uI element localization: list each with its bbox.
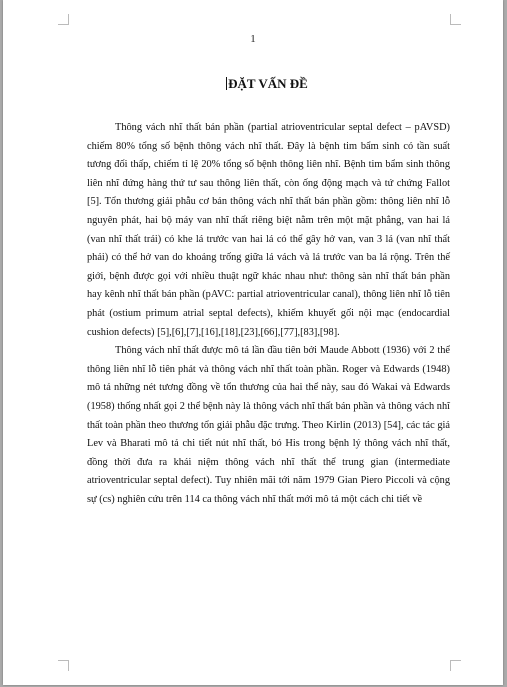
text-cursor [226, 77, 227, 90]
margin-marker-bottom-right [450, 660, 461, 671]
margin-marker-top-right [450, 14, 461, 25]
body-text[interactable] [87, 119, 450, 509]
margin-marker-bottom-left [58, 660, 69, 671]
page-title-text: ĐẶT VẤN ĐỀ [228, 76, 308, 91]
page-title[interactable] [87, 76, 447, 92]
paragraph-1: Thông vách nhĩ thất bán phần (partial atrioventricular septal defect – pAVSD) chiếm 80% tổng số bệnh thông vách nhĩ thất. Đây là bệnh tim bẩm sinh có tần suất tương đối thấp, chiếm tỉ lệ 20% tổng số bệnh thông liên nhĩ. Bệnh tim bẩm sinh thông liên nhĩ đứng hàng thứ tư sau thông liên thất, còn ống động mạch và tứ chứng Fallot [5]. Tổn thương giải phẫu cơ bản thông vách nhĩ thất bán phần gồm: thông liên nhĩ lỗ nguyên phát, hai bộ máy van nhĩ thất riêng biệt nằm trên một mặt phẳng, van hai lá (van nhĩ thất trái) có khe lá trước van hai lá có thể gây hở van, van 3 lá (van nhĩ thất phải) có thể hở van do khoảng trống giữa lá vách và lá trước van ba lá rộng. Trên thế giới, bệnh được gọi với nhiều thuật ngữ khác nhau như: thông sàn nhĩ thất bán phần hay kênh nhĩ thất bán phần (pAVC: partial atrioventricular canal), thông liên nhĩ lỗ tiên phát (ostium primum atrial septal defects), khiếm khuyết gối nội mạc (endocardial cushion defects) [5],[6],[7],[16],[18],[23],[66],[77],[83],[98]. [87, 122, 450, 338]
paragraph-2: Thông vách nhĩ thất được mô tả lần đầu tiên bởi Maude Abbott (1936) với 2 thể thông liên nhĩ lỗ tiên phát và thông vách nhĩ thất toàn phần. Roger và Edwards (1948) mô tả những nét tương đồng về tổn thương của hai thể này, sau đó Wakai và Edwards (1958) thống nhất gọi 2 thể bệnh này là thông vách nhĩ thất bán phần và thông vách nhĩ thất toàn phần theo thương tổn giải phẫu đặc trưng. Theo Kirlin (2013) [54], các tác giả Lev và Bharati mô tả chi tiết nút nhĩ thất, bó His trong bệnh lý thông vách nhĩ thất, đồng thời đưa ra khái niệm thông vách nhĩ thất thể trung gian (intermediate atrioventricular septal defect). Tuy nhiên mãi tới năm 1979 Gian Piero Piccoli và cộng sự (cs) nghiên cứu trên 114 ca thông vách nhĩ thất mới mô tả một cách chi tiết về [87, 345, 450, 505]
document-page [3, 0, 503, 685]
page-number: 1 [250, 33, 256, 45]
margin-marker-top-left [58, 14, 69, 25]
